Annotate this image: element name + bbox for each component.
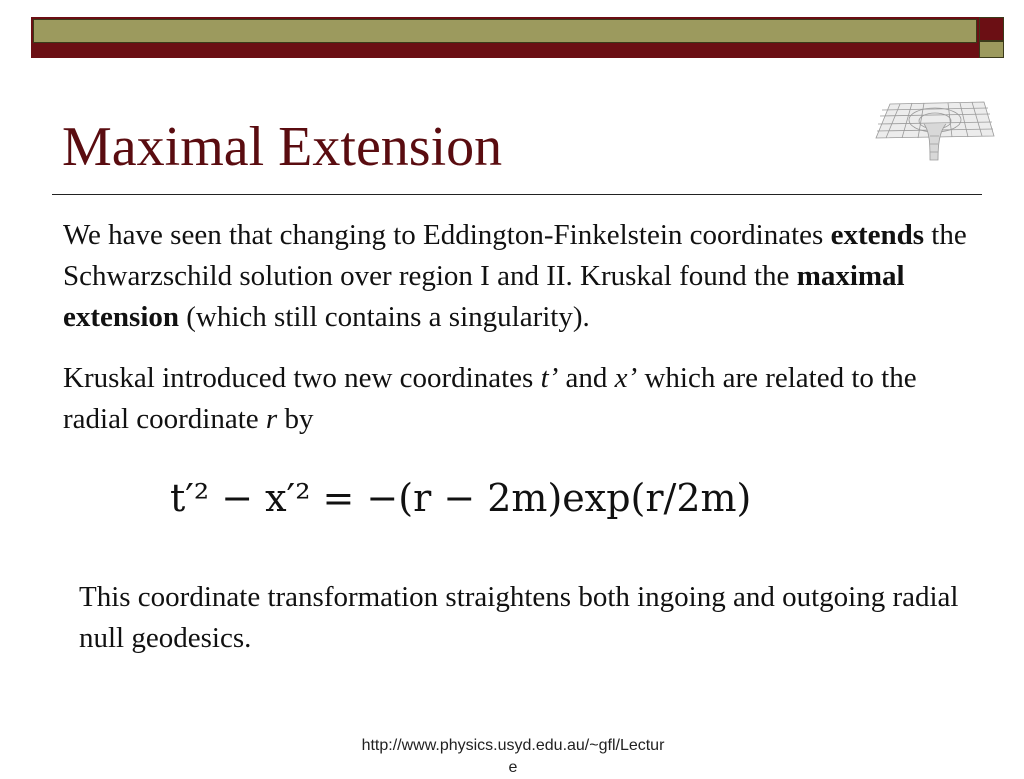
p2-italic-r: r — [265, 403, 278, 435]
paragraph-kruskal — [63, 358, 973, 440]
p1-text-1: We have seen that changing to Eddington-Finkelstein coordinates — [63, 219, 831, 251]
embedding-diagram-icon — [872, 96, 998, 168]
p1-bold-extends: extends — [830, 219, 925, 251]
p2-text-1: Kruskal introduced two new coordinates — [63, 362, 541, 394]
paragraph-null-geodesics: This coordinate transformation straightens both ingoing and outgoing radial null geodesics. — [79, 581, 959, 654]
header-bar — [31, 17, 979, 58]
p1-text-2: the Schwarzschild solution over region I and II. Kruskal found the — [63, 219, 967, 292]
p2-italic-x: x’ — [614, 362, 638, 394]
footer-url: http://www.physics.usyd.edu.au/~gfl/Lecture — [361, 737, 665, 776]
header-corner-red-square — [979, 17, 1004, 41]
kruskal-equation: t′² − x′² = −(r − 2m)exp(r/2m) — [170, 476, 752, 520]
paragraph-intro — [63, 215, 973, 338]
header-bar-olive-stripe — [33, 19, 977, 43]
p2-text-2: and — [558, 362, 615, 394]
slide-title: Maximal Extension — [62, 116, 503, 178]
p1-bold-maximal-extension: maximal extension — [63, 260, 905, 333]
title-divider — [52, 194, 982, 195]
p2-italic-t: t’ — [540, 362, 559, 394]
p2-text-3: which are related to the radial coordinate — [63, 362, 917, 435]
p2-text-4: by — [277, 403, 314, 435]
p1-text-3: (which still contains a singularity). — [179, 301, 590, 333]
header-corner-olive-square — [979, 41, 1004, 58]
